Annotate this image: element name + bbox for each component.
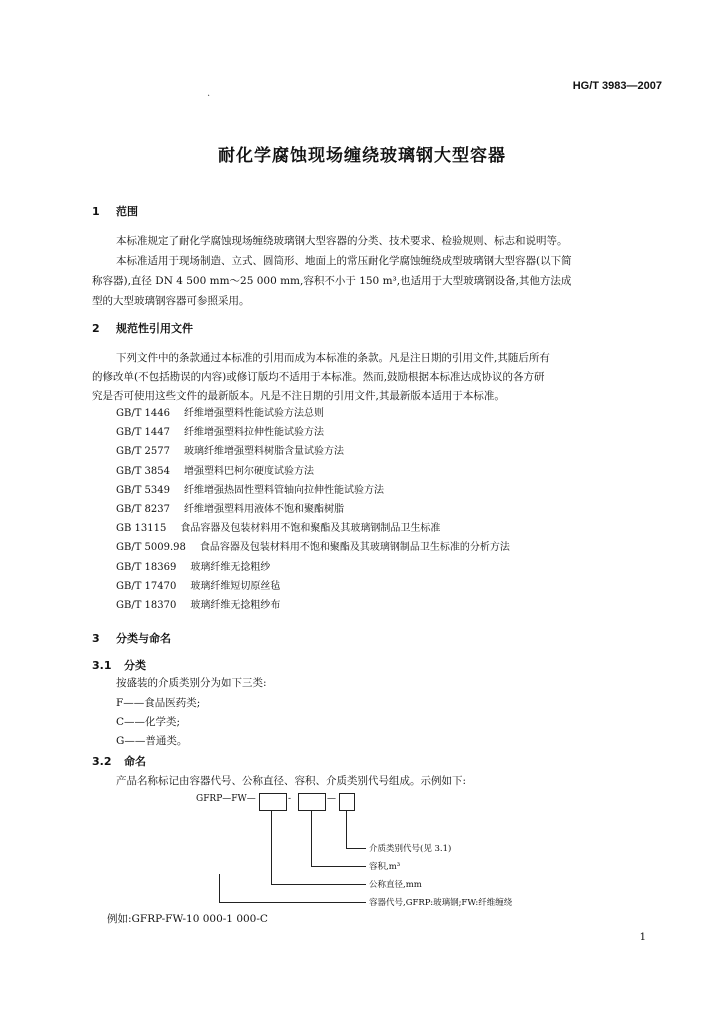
section-2-heading	[92, 320, 193, 336]
section-1-paragraph-2-line-3: 型的大型玻璃钢容器可参照采用。	[92, 295, 250, 307]
section-1-paragraph-1: 本标准规定了耐化学腐蚀现场缠绕玻璃钢大型容器的分类、技术要求、检验规则、标志和说明等。	[116, 235, 568, 247]
class-item-f: F——食品医药类;	[116, 697, 201, 709]
leader-medium-horizontal	[346, 848, 366, 849]
section-2-paragraph-line-1: 下列文件中的条款通过本标准的引用而成为本标准的条款。凡是注日期的引用文件,其随后所有	[116, 352, 550, 364]
reference-item	[116, 596, 280, 611]
standard-number: HG/T 3983—2007	[572, 80, 662, 92]
class-item-c: C——化学类;	[116, 716, 181, 728]
reference-title: 纤维增强塑料拉伸性能试验方法	[184, 427, 325, 439]
leader-code-horizontal	[219, 902, 366, 903]
reference-code: GB/T 18370	[116, 600, 177, 611]
leader-diameter-horizontal	[271, 884, 366, 885]
diagram-separator-1: -	[288, 794, 292, 804]
reference-title: 玻璃纤维无捻粗纱	[190, 561, 271, 573]
label-medium-code: 介质类别代号(见 3.1)	[369, 844, 452, 854]
naming-example: 例如:GFRP-FW-10 000-1 000-C	[107, 913, 268, 925]
section-1-paragraph-2-line-1: 本标准适用于现场制造、立式、圆筒形、地面上的常压耐化学腐蚀缠绕成型玻璃钢大型容器(以下简	[116, 255, 572, 267]
document-title: 耐化学腐蚀现场缠绕玻璃钢大型容器	[218, 146, 506, 166]
reference-code: GB/T 17470	[116, 580, 177, 592]
reference-item	[116, 423, 324, 438]
section-title: 范围	[116, 205, 138, 218]
section-1-heading	[92, 203, 138, 219]
reference-code: GB/T 1446	[116, 408, 171, 419]
diagram-box-diameter	[259, 793, 287, 811]
reference-code: GB/T 8237	[116, 504, 171, 515]
label-diameter: 公称直径,mm	[369, 880, 422, 890]
section-3-2-intro: 产品名称标记由容器代号、公称直径、容积、介质类别代号组成。示例如下:	[116, 775, 467, 787]
reference-item	[116, 500, 344, 515]
section-1-paragraph-2-line-2: 称容器),直径 DN 4 500 mm～25 000 mm,容积不小于 150 m³,也适用于大型玻璃钢设备,其他方法成	[92, 275, 572, 287]
reference-item	[116, 538, 510, 553]
reference-title: 玻璃纤维无捻粗纱布	[190, 600, 281, 611]
reference-title: 纤维增强塑料用液体不饱和聚酯树脂	[184, 504, 345, 515]
reference-item	[116, 519, 440, 534]
reference-item	[116, 442, 344, 457]
reference-title: 食品容器及包装材料用不饱和聚酯及其玻璃钢制品卫生标准的分析方法	[199, 542, 510, 554]
reference-code: GB/T 5009.98	[116, 542, 186, 554]
leader-diameter-vertical	[271, 810, 272, 884]
subsection-number: 3.1	[92, 659, 112, 672]
leader-volume-vertical	[311, 810, 312, 866]
reference-title: 食品容器及包装材料用不饱和聚酯及其玻璃钢制品卫生标准	[180, 523, 441, 535]
page-number: 1	[639, 932, 646, 943]
diagram-separator-2: —	[327, 794, 336, 804]
reference-item	[116, 577, 280, 592]
reference-item	[116, 481, 384, 496]
reference-title: 纤维增强热固性塑料管轴向拉伸性能试验方法	[184, 484, 385, 496]
section-number: 2	[92, 322, 100, 335]
section-title: 规范性引用文件	[116, 322, 193, 335]
subsection-title: 分类	[124, 659, 146, 672]
header-mark: .	[207, 88, 211, 99]
reference-code: GB/T 5349	[116, 484, 171, 496]
reference-item	[116, 462, 314, 477]
reference-title: 增强塑料巴柯尔硬度试验方法	[184, 465, 315, 477]
reference-code: GB/T 3854	[116, 465, 171, 477]
section-3-1-intro: 按盛装的介质类别分为如下三类:	[116, 677, 267, 689]
diagram-box-volume	[298, 793, 326, 811]
section-title: 分类与命名	[116, 632, 171, 645]
reference-code: GB/T 1447	[116, 427, 171, 439]
class-item-g: G——普通类。	[116, 735, 188, 747]
leader-volume-horizontal	[311, 866, 366, 867]
section-3-1-heading	[92, 657, 146, 673]
reference-title: 玻璃纤维增强塑料树脂含量试验方法	[184, 446, 345, 458]
reference-code: GB 13115	[116, 523, 167, 535]
section-2-paragraph-line-2: 的修改单(不包括勘误的内容)或修订版均不适用于本标准。然而,鼓励根据本标准达成协议的各方研	[92, 371, 545, 383]
leader-code-vertical	[219, 874, 220, 902]
label-container-code: 容器代号,GFRP:玻璃钢;FW:纤维缠绕	[369, 898, 513, 908]
label-volume: 容积,m³	[369, 862, 401, 872]
section-number: 3	[92, 632, 100, 645]
subsection-number: 3.2	[92, 755, 112, 768]
section-2-paragraph-line-3: 究是否可使用这些文件的最新版本。凡是不注日期的引用文件,其最新版本适用于本标准。	[92, 390, 505, 402]
diagram-prefix: GFRP—FW—	[196, 794, 256, 804]
leader-medium-vertical	[346, 810, 347, 848]
diagram-box-medium	[339, 793, 355, 811]
subsection-title: 命名	[124, 755, 146, 768]
reference-code: GB/T 2577	[116, 446, 171, 458]
reference-item	[116, 404, 324, 419]
reference-item	[116, 558, 270, 573]
reference-code: GB/T 18369	[116, 561, 177, 573]
section-number: 1	[92, 205, 100, 218]
section-3-2-heading	[92, 753, 146, 769]
section-3-heading	[92, 630, 171, 646]
reference-title: 玻璃纤维短切原丝毡	[190, 580, 281, 592]
reference-title: 纤维增强塑料性能试验方法总则	[184, 408, 325, 419]
